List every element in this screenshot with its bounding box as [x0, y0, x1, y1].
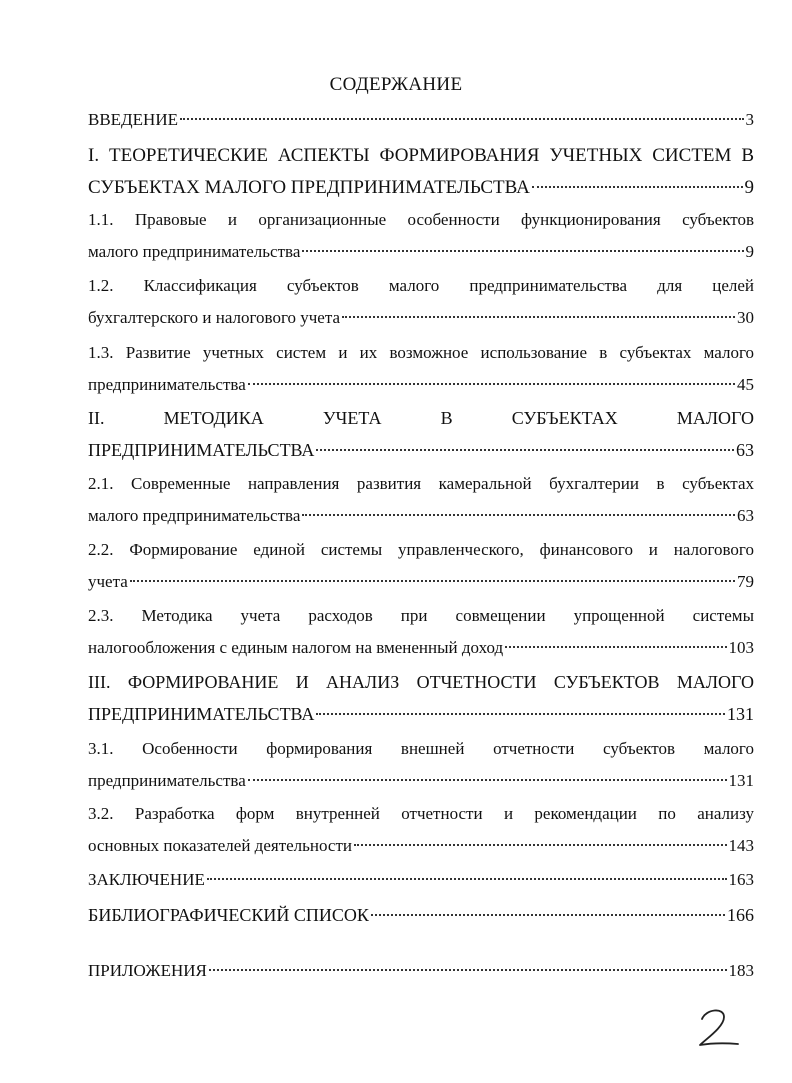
toc-page-number: 131	[728, 771, 754, 790]
toc-entry-3-2[interactable]	[88, 798, 754, 862]
toc-entry-title: ЗАКЛЮЧЕНИЕ	[88, 870, 205, 889]
toc-entry-title-line2: малого предпринимательства	[88, 242, 301, 261]
toc-entry-title-line1: I. ТЕОРЕТИЧЕСКИЕ АСПЕКТЫ ФОРМИРОВАНИЯ УЧЕТНЫХ СИСТЕМ В	[88, 145, 754, 166]
leader-dots	[302, 250, 743, 252]
toc-entry-title-line1: 2.1. Современные направления развития камеральной бухгалтерии в субъектах	[88, 474, 754, 493]
leader-dots	[354, 844, 727, 846]
toc-entry-introduction[interactable]	[88, 104, 754, 136]
toc-entry-title-line1: 1.1. Правовые и организационные особенности функционирования субъектов	[88, 210, 754, 229]
toc-entry-1-2[interactable]	[88, 270, 754, 334]
leader-dots	[209, 969, 727, 971]
toc-entry-appendices[interactable]	[88, 955, 754, 987]
leader-dots	[532, 186, 743, 188]
toc-entry-title: ВВЕДЕНИЕ	[88, 110, 178, 129]
toc-entry-3-1[interactable]	[88, 733, 754, 797]
toc-page-number: 63	[737, 506, 754, 525]
leader-dots	[342, 316, 735, 318]
toc-page-number: 131	[727, 704, 754, 724]
toc-entry-title-line2: учета	[88, 572, 128, 591]
toc-entry-line	[88, 830, 754, 862]
leader-dots	[248, 779, 727, 781]
toc-page-number: 103	[728, 638, 754, 657]
toc-entry-title-line1: 2.2. Формирование единой системы управленческого, финансового и налогового	[88, 540, 754, 559]
toc-entry-title-line1: 1.3. Развитие учетных систем и их возможное использование в субъектах малого	[88, 343, 754, 362]
toc-entry-title-line1: 3.2. Разработка форм внутренней отчетности и рекомендации по анализу	[88, 804, 754, 823]
leader-dots	[207, 878, 727, 880]
toc-entry-title-line2: основных показателей деятельности	[88, 836, 352, 855]
toc-entry-1-1[interactable]	[88, 204, 754, 268]
toc-entry-line	[88, 104, 754, 136]
leader-dots	[130, 580, 735, 582]
toc-entry-line	[88, 369, 754, 401]
toc-entry-title-line2: малого предпринимательства	[88, 506, 301, 525]
toc-entry-line	[88, 765, 754, 797]
toc-entry-title-line2: предпринимательства	[88, 375, 246, 394]
toc-entry-title-line2: бухгалтерского и налогового учета	[88, 308, 341, 327]
toc-entry-chapter-2[interactable]	[88, 402, 754, 466]
leader-dots	[302, 514, 735, 516]
toc-page-number: 9	[744, 177, 754, 198]
toc-page-number: 79	[737, 572, 754, 591]
toc-entry-title-line2: налогообложения с единым налогом на вмененный доход	[88, 638, 504, 657]
toc-page-number: 9	[745, 242, 754, 261]
leader-dots	[316, 713, 725, 715]
toc-entry-line	[88, 434, 754, 466]
page-title: СОДЕРЖАНИЕ	[329, 74, 463, 95]
toc-entry-line	[88, 698, 754, 730]
toc-entry-line	[88, 899, 754, 931]
toc-entry-bibliography[interactable]	[88, 899, 754, 931]
toc-entry-title: ПРИЛОЖЕНИЯ	[88, 961, 207, 980]
toc-entry-title-line1: 3.1. Особенности формирования внешней отчетности субъектов малого	[88, 739, 754, 758]
toc-entry-line	[88, 566, 754, 598]
toc-entry-2-1[interactable]	[88, 468, 754, 532]
leader-dots	[180, 118, 744, 120]
toc-entry-title-line1: 2.3. Методика учета расходов при совмещении упрощенной системы	[88, 606, 754, 625]
toc-entry-line	[88, 236, 754, 268]
toc-entry-chapter-1[interactable]	[88, 140, 754, 204]
toc-entry-title-line2: ПРЕДПРИНИМАТЕЛЬСТВА	[88, 704, 315, 724]
leader-dots	[316, 449, 734, 451]
toc-entry-2-3[interactable]	[88, 600, 754, 664]
toc-entry-2-2[interactable]	[88, 534, 754, 598]
toc-page-number: 163	[728, 870, 754, 889]
toc-entry-title-line1: III. ФОРМИРОВАНИЕ И АНАЛИЗ ОТЧЕТНОСТИ СУБЪЕКТОВ МАЛОГО	[88, 672, 754, 692]
toc-entry-line	[88, 500, 754, 532]
toc-page-number: 63	[736, 440, 754, 460]
toc-page-number: 183	[728, 961, 754, 980]
toc-page-number: 3	[745, 110, 754, 129]
toc-entry-title: БИБЛИОГРАФИЧЕСКИЙ СПИСОК	[88, 905, 369, 925]
toc-entry-line	[88, 172, 754, 204]
toc-entry-title-line1: 1.2. Классификация субъектов малого предпринимательства для целей	[88, 276, 754, 295]
toc-page-number: 45	[737, 375, 754, 394]
toc-entry-title-line2: предпринимательства	[88, 771, 246, 790]
toc-page-number: 143	[728, 836, 754, 855]
toc-entry-title-line2: СУБЪЕКТАХ МАЛОГО ПРЕДПРИНИМАТЕЛЬСТВА	[88, 177, 530, 198]
toc-entry-title-line2: ПРЕДПРИНИМАТЕЛЬСТВА	[88, 440, 315, 460]
toc-entry-1-3[interactable]	[88, 337, 754, 401]
toc-entry-title-line1: II. МЕТОДИКА УЧЕТА В СУБЪЕКТАХ МАЛОГО	[88, 408, 754, 428]
toc-entry-line	[88, 864, 754, 896]
toc-entry-conclusion[interactable]	[88, 864, 754, 896]
toc-entry-line	[88, 955, 754, 987]
toc-page-number: 30	[737, 308, 754, 327]
toc-page-number: 166	[727, 905, 754, 925]
toc-entry-line	[88, 632, 754, 664]
leader-dots	[371, 914, 725, 916]
leader-dots	[505, 646, 726, 648]
leader-dots	[248, 383, 735, 385]
toc-entry-chapter-3[interactable]	[88, 666, 754, 730]
toc-entry-line	[88, 302, 754, 334]
handwritten-page-number	[694, 1005, 744, 1050]
